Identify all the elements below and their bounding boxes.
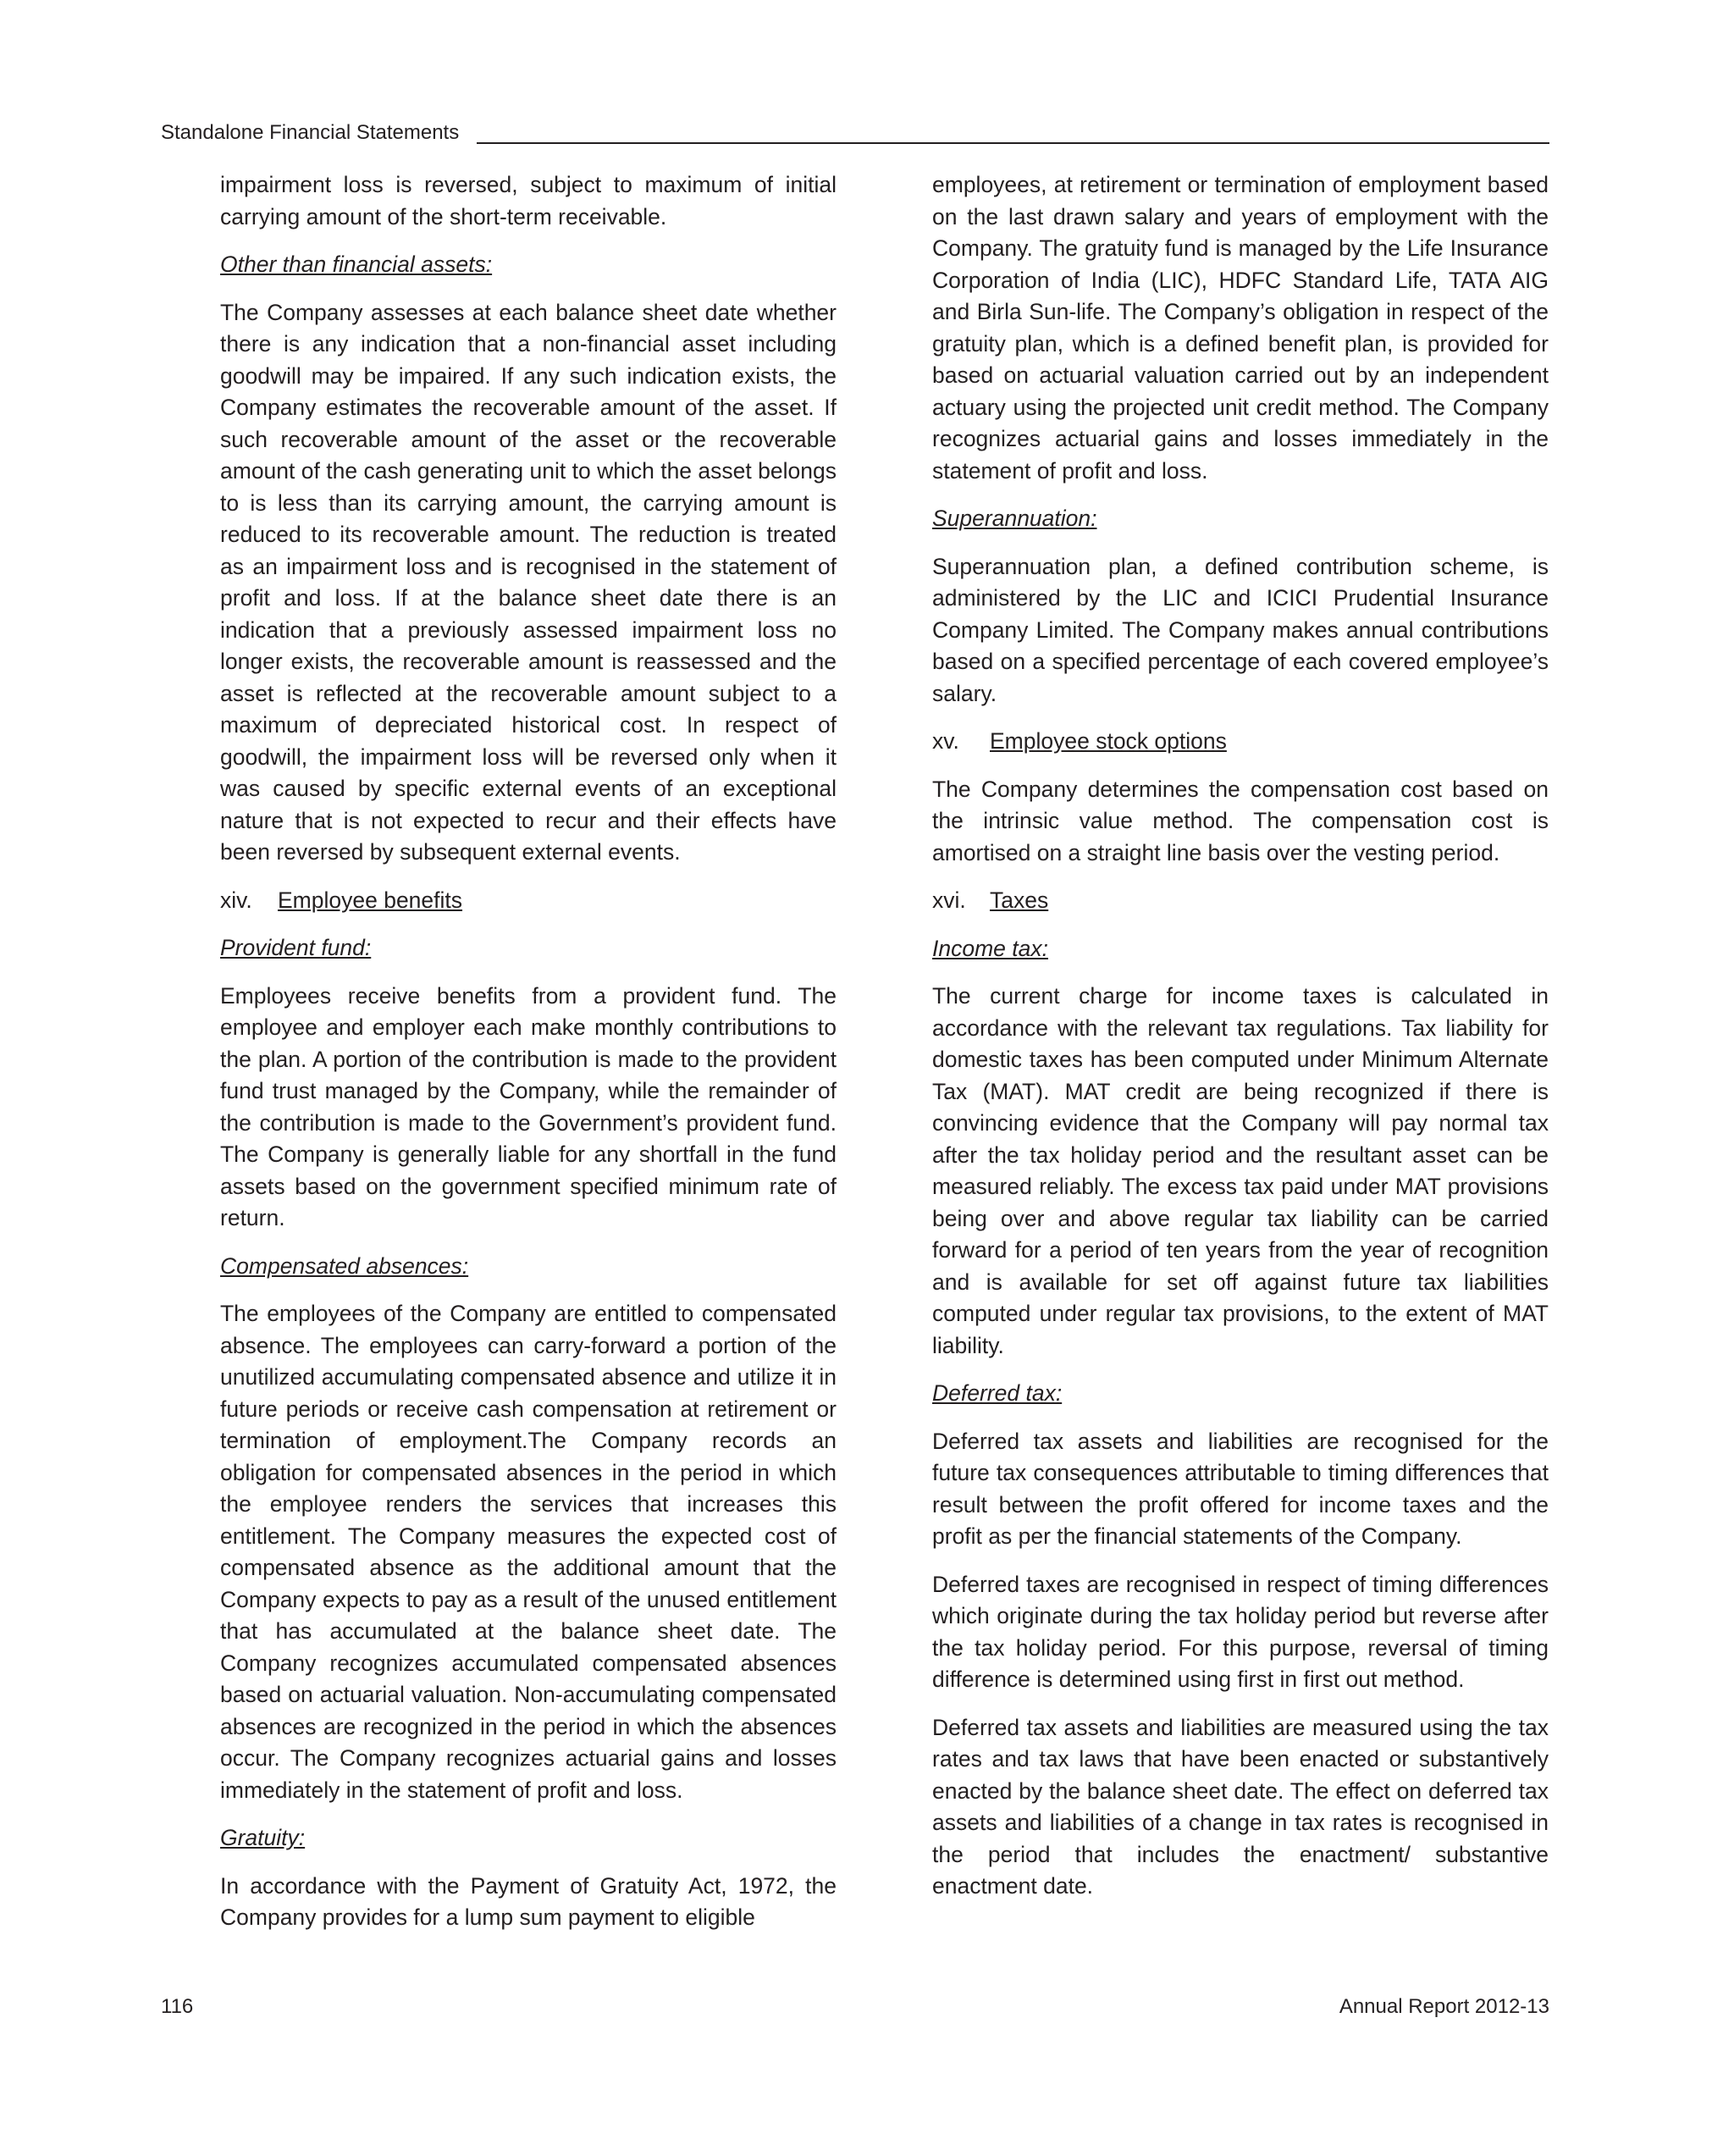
subheading-superannuation: Superannuation: [932, 506, 1097, 531]
page-header [161, 119, 1549, 147]
header-title: Standalone Financial Statements [161, 121, 460, 144]
section-number: xv. [932, 728, 959, 754]
subheading-gratuity: Gratuity: [220, 1825, 306, 1850]
section-title: Employee stock options [990, 728, 1227, 754]
paragraph: The current charge for income taxes is calculated in accordance with the relevant tax regulations. Tax liability for domestic taxes has been computed under Minimum Alternate Tax (MAT). MAT credit are being recognized if there is convincing evidence that the Company will pay normal tax after the tax holiday period and the resultant asset can be measured reliably. The excess tax paid under MAT provisions being over and above regular tax liability can be carried forward for a period of ten years from the year of recognition and is available for set off against future tax liabilities computed under regular tax provisions, to the extent of MAT liability. [932, 983, 1549, 1358]
section-number: xvi. [932, 887, 966, 913]
subheading-compensated-absences: Compensated absences: [220, 1252, 469, 1279]
paragraph: The Company determines the compensation cost based on the intrinsic value method. The compensation cost is amortised on a straight line basis over the vesting period. [932, 776, 1549, 865]
subheading-deferred-tax: Deferred tax: [932, 1380, 1063, 1406]
paragraph: employees, at retirement or termination of employment based on the last drawn salary and years of employment with the Company. The gratuity fund is managed by the Life Insurance Corporation of India (LIC), HDFC Standard Life, TATA AIG and Birla Sun-life. The Company’s obligation in respect of the gratuity plan, which is a defined benefit plan, is provided for based on actuarial valuation carried out by an independent actuary using the projected unit credit method. The Company recognizes actuarial gains and losses immediately in the statement of profit and loss. [932, 172, 1549, 484]
right-column [932, 169, 1549, 1919]
header-rule [477, 142, 1549, 144]
page-number: 116 [161, 1995, 194, 2018]
section-title: Taxes [990, 887, 1049, 913]
subheading-other-than-financial-assets: Other than financial assets: [220, 252, 493, 277]
section-heading-employee-benefits [220, 885, 837, 917]
paragraph: Deferred tax assets and liabilities are measured using the tax rates and tax laws that have been enacted or substantively enacted by the balance sheet date. The effect on deferred tax assets and liabilities of a change in tax rates is recognised in the period that includes the enactment/ substantive enactment date. [932, 1714, 1549, 1899]
section-number: xiv. [220, 887, 252, 913]
paragraph: The employees of the Company are entitled to compensated absence. The employees can carry-forward a portion of the unutilized accumulating compensated absence and utilize it in future periods or receive cash compensation at retirement or termination of employment.The Company records an obligation for compensated absences in the period in which the employee renders the services that increases this entitlement. The Company measures the expected cost of compensated absence as the additional amount that the Company expects to pay as a result of the unused entitlement that has accumulated at the balance sheet date. The Company recognizes accumulated compensated absences based on actuarial valuation. Non-accumulating compensated absences are recognized in the period in which the absences occur. The Company recognizes actuarial gains and losses immediately in the statement of profit and loss. [220, 1301, 837, 1803]
section-heading-taxes [932, 885, 1549, 917]
section-title: Employee benefits [278, 887, 463, 913]
section-heading-employee-stock-options [932, 726, 1549, 758]
subheading-provident-fund: Provident fund: [220, 935, 372, 960]
paragraph: The Company assesses at each balance sheet date whether there is any indication that a non-financial asset including goodwill may be impaired. If any such indication exists, the Company estimates the recoverable amount of the asset. If such recoverable amount of the asset or the recoverable amount of the cash generating unit to which the asset belongs to is less than its carrying amount, the carrying amount is reduced to its recoverable amount. The reduction is treated as an impairment loss and is recognised in the statement of profit and loss. If at the balance sheet date there is an indication that a previously assessed impairment loss no longer exists, the recoverable amount is reassessed and the asset is reflected at the recoverable amount subject to a maximum of depreciated historical cost. In respect of goodwill, the impairment loss will be reversed only when it was caused by specific external events of an exceptional nature that is not expected to recur and their effects have been reversed by subsequent external events. [220, 299, 837, 865]
report-name: Annual Report 2012-13 [1339, 1995, 1549, 2018]
left-column [220, 169, 837, 1950]
paragraph: impairment loss is reversed, subject to maximum of initial carrying amount of the short-term receivable. [220, 172, 837, 229]
paragraph: Deferred taxes are recognised in respect of timing differences which originate during the tax holiday period but reverse after the tax holiday period. For this purpose, reversal of timing difference is determined using first in first out method. [932, 1571, 1549, 1692]
paragraph: Deferred tax assets and liabilities are recognised for the future tax consequences attributable to timing differences that result between the profit offered for income taxes and the profit as per the financial statements of the Company. [932, 1428, 1549, 1549]
subheading-income-tax: Income tax: [932, 935, 1048, 961]
paragraph: Superannuation plan, a defined contribution scheme, is administered by the LIC and ICICI Prudential Insurance Company Limited. The Company makes annual contributions based on a specified percentage of each covered employee’s salary. [932, 553, 1549, 706]
paragraph: In accordance with the Payment of Gratuity Act, 1972, the Company provides for a lump sum payment to eligible [220, 1872, 837, 1930]
paragraph: Employees receive benefits from a provident fund. The employee and employer each make monthly contributions to the plan. A portion of the contribution is made to the provident fund trust managed by the Company, while the remainder of the contribution is made to the Government’s provident fund. The Company is generally liable for any shortfall in the fund assets based on the government specified minimum rate of return. [220, 982, 837, 1230]
